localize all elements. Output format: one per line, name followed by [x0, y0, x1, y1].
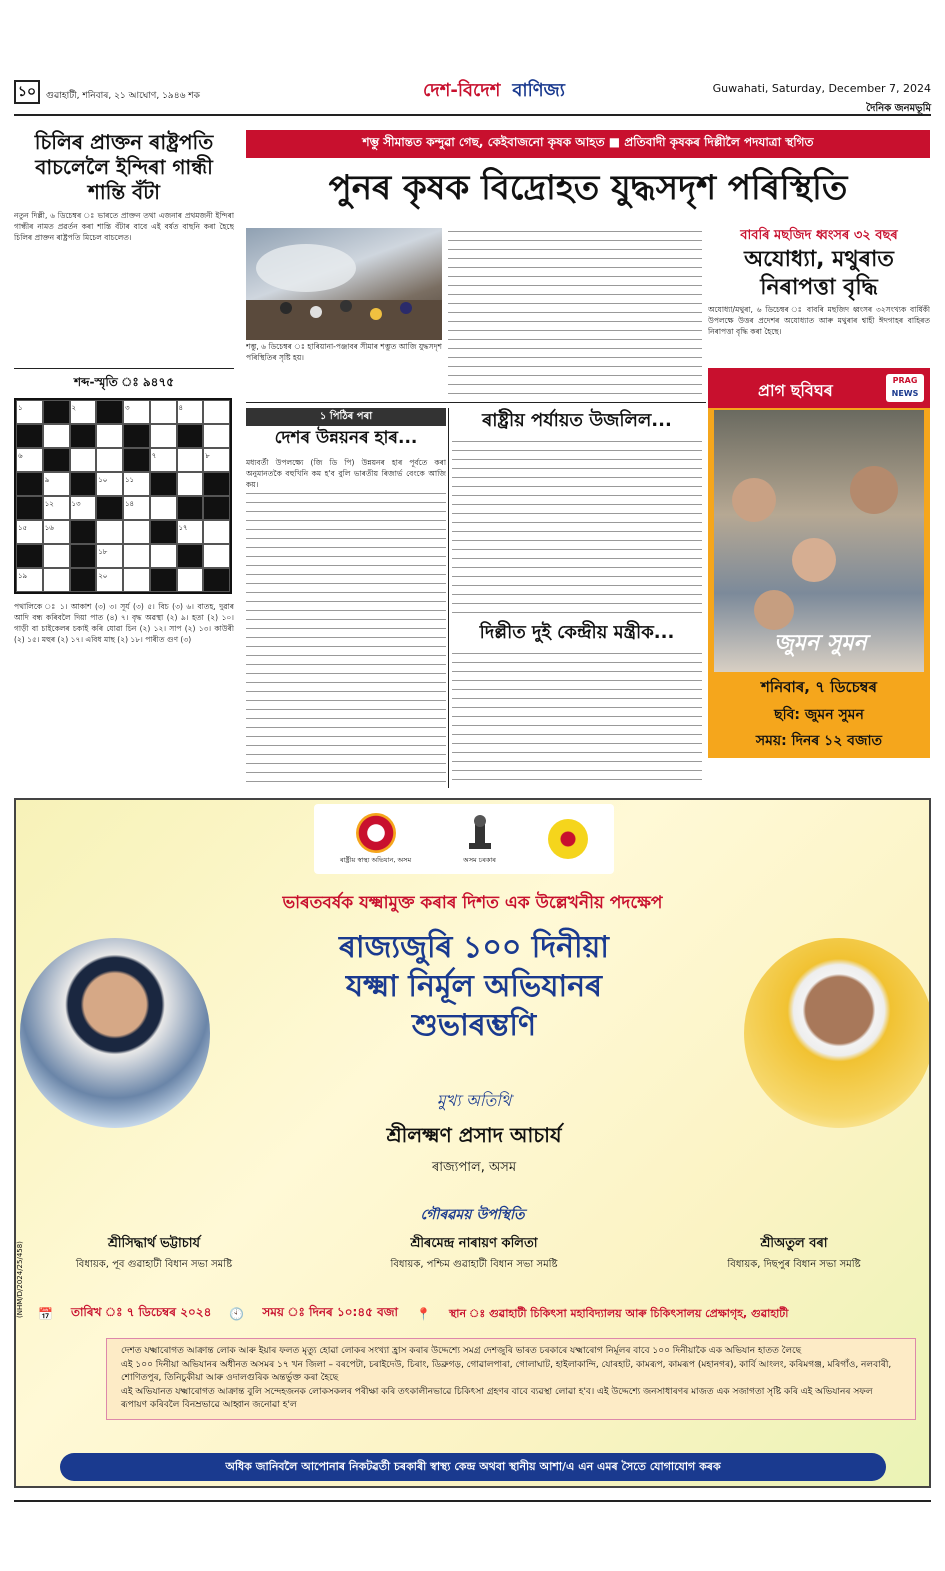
- grid-cell: [177, 568, 204, 592]
- grid-cell: [16, 472, 43, 496]
- prag-news-logo: [886, 374, 924, 402]
- protest-scene-image: [246, 228, 442, 340]
- grid-cell: [177, 496, 204, 520]
- prag-film: ছবি: জুমন সুমন: [774, 707, 864, 723]
- prag-logo-top: PRAG: [892, 376, 918, 385]
- grid-cell: [203, 496, 230, 520]
- prag-time: সময়: দিনৰ ১২ বজাত: [755, 733, 883, 749]
- govt-logo-label: অসম চৰকাৰ: [463, 855, 496, 864]
- body-text-block: [452, 438, 702, 614]
- story3-body: [452, 438, 702, 614]
- prag-logo-bottom: NEWS: [891, 389, 919, 398]
- grid-cell: ৯: [43, 472, 70, 496]
- right-story-body: অযোধ্যা/মথুৰা, ৬ ডিচেম্বৰ ঃ বাবৰি মছজিদ ধ্বংসৰ ৩২সংখ্যক বাৰ্ষিকী উপলক্ষে উত্তৰ প্ৰদেশৰ অযোধ্যাত আৰু মথুৰাৰ শ্বাহী ঈদগাহৰ বাহিৰত নিৰাপত্তা বৃদ্ধি কৰা হৈছে।: [708, 305, 930, 336]
- story2-body: [246, 490, 446, 786]
- right-story-headline: অযোধ্যা, মথুৰাত নিৰাপত্তা বৃদ্ধি: [744, 247, 894, 300]
- chief-guest-role: ৰাজ্যপাল, অসম: [431, 1160, 517, 1175]
- clock-icon: 🕙: [229, 1307, 245, 1321]
- grid-cell: [16, 424, 43, 448]
- top-banner: শম্ভু সীমান্তত কন্দুৱা গেছ, কেইবাজনো কৃষক আহত ■ প্ৰতিবাদী কৃষকৰ দিল্লীলৈ পদযাত্ৰা স্থগিত: [246, 130, 930, 158]
- grid-cell: [70, 472, 97, 496]
- grid-cell: [43, 568, 70, 592]
- grid-cell: [150, 424, 177, 448]
- ad-footer: অধিক জানিবলৈ আপোনাৰ নিকটৱৰ্তী চৰকাৰী স্বাস্থ্য কেন্দ্ৰ অথবা স্থানীয় আশা/এ এন এমৰ সৈতে যোগাযোগ কৰক: [60, 1453, 886, 1481]
- grid-cell: [203, 544, 230, 568]
- story2-lead: মধ্যবৰ্তী উপলক্ষ্যে (জি ডি পি) উন্নয়নৰ হাৰ পূৰ্বতে কৰা অনুমানতকৈ বহুখিনি কম হ'ব বুলি ভাৰতীয় ৰিজাৰ্ভ বেংকে আজি কয়।: [246, 458, 446, 488]
- grid-cell: ২: [70, 400, 97, 424]
- right-story: [708, 228, 930, 361]
- grid-cell: [70, 520, 97, 544]
- grid-cell: ১৭: [177, 520, 204, 544]
- grid-cell: ১৫: [16, 520, 43, 544]
- grid-cell: [150, 400, 177, 424]
- ad-title-line3: শুভাৰম্ভণি: [411, 1008, 537, 1043]
- crossword-title: শব্দ-স্মৃতি ঃ ৯৪৭৫: [73, 375, 175, 389]
- brand-banijya: বাণিজ্য: [512, 79, 565, 101]
- grid-cell: [150, 520, 177, 544]
- grid-cell: [70, 448, 97, 472]
- grid-cell: ১৩: [70, 496, 97, 520]
- grid-cell: [70, 424, 97, 448]
- grid-cell: [123, 568, 150, 592]
- grid-cell: [203, 520, 230, 544]
- grid-cell: [203, 472, 230, 496]
- ad-frame: [14, 798, 931, 1488]
- page-header: [14, 76, 931, 116]
- grid-cell: ৪: [177, 400, 204, 424]
- main-headline: পুনৰ কৃষক বিদ্ৰোহত যুদ্ধসদৃশ পৰিস্থিতি: [328, 168, 848, 208]
- grid-cell: [96, 400, 123, 424]
- story2-kicker: ১ পিঠিৰ পৰা: [246, 408, 446, 426]
- guests-label: গৌৰৱময় উপস্থিতি: [420, 1207, 525, 1223]
- story4-body: [452, 650, 702, 786]
- news-photo: [246, 228, 442, 340]
- main-story-body: [448, 228, 702, 400]
- grid-cell: [96, 424, 123, 448]
- calendar-icon: 📅: [38, 1307, 53, 1321]
- guest-role: বিধায়ক, দিছপুৰ বিধান সভা সমষ্টি: [727, 1259, 861, 1270]
- photo-caption: শম্ভু, ৬ ডিচেম্বৰ ঃ হাৰিয়ানা-পঞ্জাবৰ সীমাৰ শম্ভুত আজি যুদ্ধসদৃশ পৰিস্থিতিৰ সৃষ্টি হয়।: [246, 342, 442, 362]
- guest-role: বিধায়ক, পশ্চিম গুৱাহাটী বিধান সভা সমষ্টি: [390, 1259, 558, 1270]
- page-number: ১০: [14, 80, 40, 104]
- guest-name: শ্ৰীসিদ্ধাৰ্থ ভট্টাচাৰ্য: [107, 1236, 200, 1251]
- grid-cell: ১৪: [123, 496, 150, 520]
- bullet-item: দেশত যক্ষ্মাৰোগত আক্ৰান্ত লোক আৰু ইয়াৰ ফলত মৃত্যু হোৱা লোকৰ সংখ্যা হ্ৰাস কৰাৰ উদ্দেশ্যে সমগ্ৰ দেশজুৰি ভাৰত চৰকাৰে যক্ষ্মাৰোগ নিৰ্মূলৰ বাবে ১০০ দিনীয়াকৈ এক অভিযান হাতত লৈছে: [121, 1346, 802, 1356]
- grid-cell: [150, 496, 177, 520]
- grid-cell: [203, 568, 230, 592]
- grid-cell: [177, 448, 204, 472]
- grid-cell: ৮: [203, 448, 230, 472]
- grid-cell: [43, 424, 70, 448]
- prag-tv-ad: [708, 368, 930, 758]
- grid-cell: [16, 544, 43, 568]
- brand-desh-bidesh: দেশ-বিদেশ: [423, 79, 501, 101]
- grid-cell: ২০: [96, 568, 123, 592]
- grid-cell: ১৬: [43, 520, 70, 544]
- ad-tagline: ভাৰতবৰ্ষক যক্ষ্মামুক্ত কৰাৰ দিশত এক উল্লেখনীয় পদক্ষেপ: [282, 893, 663, 913]
- header-date-english: Guwahati, Saturday, December 7, 2024: [712, 82, 931, 95]
- body-text-block: [448, 228, 702, 400]
- grid-cell: [177, 472, 204, 496]
- story2-headline: দেশৰ উন্নয়নৰ হাৰ...: [274, 428, 418, 448]
- guest-role: বিধায়ক, পূব গুৱাহাটী বিধান সভা সমষ্টি: [75, 1259, 233, 1270]
- left-story-headline: চিলিৰ প্ৰাক্তন ৰাষ্ট্ৰপতি বাচলেলৈ ইন্দিৰা গান্ধী শান্তি বঁটা: [34, 130, 214, 204]
- grid-cell: [177, 424, 204, 448]
- grid-cell: ১: [16, 400, 43, 424]
- crossword-clues: পথালিকে ঃ ১। আকাশ (৩) ৩। সূৰ্য (৩) ৫। বিচ (৩) ৬। বাতহ, দুৱাৰ আদি বন্ধ কৰিবলৈ দিয়া পাত (৪) ৭। বৃদ্ধ অৱস্থা (২) ৯। হতা (২) ১০। গাড়ী বা চাইকেলৰ চকাই কৰি যোৱা চিন (২) ১২। সাপ (২) ১৩। কাউৰী (২) ১৫। মহুৰ (২) ১৭। এবিধ মাছ (২) ১৮। পাৰীত গুণ (৩): [14, 602, 234, 644]
- bullet-item: এই ১০০ দিনীয়া অভিযানৰ অধীনত অসমৰ ১৭ খন জিলা – বৰপেটা, চৰাইদেউ, চিৰাং, ডিব্ৰুগড়, গোৱালপাৰা, গোলাঘাট, হাইলাকান্দি, যোৰহাট, কামৰূপ, কামৰূপ (মহানগৰ), কাৰ্বি আংলং, কৰিমগঞ্জ, মৰিগাঁও, নলবাৰী, শোণিতপুৰ, তিনিচুকীয়া আৰু ওদালগুৰিক অন্তৰ্ভুক্ত কৰা হৈছে: [121, 1359, 892, 1383]
- prag-day: শনিবাৰ, ৭ ডিচেম্বৰ: [761, 678, 877, 696]
- ad-title-line1: ৰাজ্যজুৰি ১০০ দিনীয়া: [338, 930, 610, 965]
- grid-cell: [96, 448, 123, 472]
- grid-cell: [177, 544, 204, 568]
- story4-headline: দিল্লীত দুই কেন্দ্ৰীয় মন্ত্ৰীক...: [479, 622, 675, 643]
- grid-cell: ১১: [123, 472, 150, 496]
- chief-guest-name: শ্ৰীলক্ষ্মণ প্ৰসাদ আচাৰ্য: [386, 1123, 562, 1147]
- page-bottom-rule: [14, 1500, 931, 1502]
- grid-cell: [150, 544, 177, 568]
- prag-title: প্ৰাগ ছবিঘৰ: [758, 381, 833, 400]
- grid-cell: [43, 544, 70, 568]
- ad-code: (NHM/D/2024/25/458): [16, 1241, 24, 1318]
- body-text-block: [246, 490, 446, 786]
- poster-title: জুমন সুমন: [774, 631, 867, 656]
- grid-cell: [203, 400, 230, 424]
- story3-headline: ৰাষ্ট্ৰীয় পৰ্যায়ত উজলিল...: [482, 410, 672, 431]
- prag-schedule: [708, 676, 930, 753]
- ad-title-line2: যক্ষ্মা নিৰ্মূল অভিযানৰ: [345, 969, 603, 1004]
- grid-cell: [123, 448, 150, 472]
- grid-cell: [123, 520, 150, 544]
- header-date-assamese: গুৱাহাটী, শনিবাৰ, ২১ আঘোণ, ১৯৪৬ শক: [46, 91, 200, 101]
- chief-guest-label: মুখ্য অতিথি: [436, 1091, 512, 1110]
- left-story: [14, 130, 234, 329]
- divider: [14, 368, 234, 369]
- grid-cell: [203, 424, 230, 448]
- left-story-body: নতুন দিল্লী, ৬ ডিচেম্বৰ ঃ ভাৰতে প্ৰাক্তন তথা এজনাৰ প্ৰথমজনী ইন্দিৰা গান্ধীৰ নামত প্ৰৱৰ্তন কৰা শান্তি বঁটাৰ বাবে এই বৰ্ষত বাছনি কৰা হৈছে চিলিৰ প্ৰাক্তন ৰাষ্ট্ৰপতি মিচেল বাচলেত।: [14, 211, 234, 242]
- grid-cell: [150, 568, 177, 592]
- header-right: [713, 82, 931, 118]
- guest-name: শ্ৰীৰমেন্দ্ৰ নাৰায়ণ কলিতা: [410, 1236, 538, 1251]
- divider: [246, 402, 706, 403]
- grid-cell: [123, 544, 150, 568]
- nhm-logo-label: ৰাষ্ট্ৰীয় স্বাস্থ্য অভিযান, অসম: [340, 855, 412, 864]
- crossword-grid: [14, 398, 232, 594]
- grid-cell: [70, 544, 97, 568]
- grid-cell: ১০: [96, 472, 123, 496]
- section-brand: [304, 76, 684, 106]
- grid-cell: ১৯: [16, 568, 43, 592]
- location-pin-icon: 📍: [416, 1307, 431, 1321]
- right-story-kicker: বাবৰি মছজিদ ধ্বংসৰ ৩২ বছৰ: [740, 228, 898, 243]
- grid-cell: ১৮: [96, 544, 123, 568]
- grid-cell: ৭: [150, 448, 177, 472]
- grid-cell: [70, 568, 97, 592]
- paper-name: দৈনিক জনমভূমি: [866, 103, 931, 114]
- event-time: সময় ঃ দিনৰ ১০:৪৫ বজা: [262, 1305, 399, 1319]
- event-date: তাৰিখ ঃ ৭ ডিচেম্বৰ ২০২৪: [70, 1305, 212, 1319]
- grid-cell: ৩: [123, 400, 150, 424]
- grid-cell: [96, 520, 123, 544]
- grid-cell: [43, 448, 70, 472]
- guest-name: শ্ৰীঅতুল বৰা: [760, 1236, 828, 1251]
- prag-title-bar: [708, 368, 930, 408]
- grid-cell: [16, 496, 43, 520]
- event-venue: স্থান ঃ গুৱাহাটী চিকিৎসা মহাবিদ্যালয় আৰু চিকিৎসালয় প্ৰেক্ষাগৃহ, গুৱাহাটী: [448, 1306, 789, 1320]
- grid-cell: [123, 424, 150, 448]
- movie-poster: [714, 410, 924, 672]
- bullet-item: এই অভিযানত যক্ষ্মাৰোগত আক্ৰান্ত বুলি সন্দেহজনক লোকসকলৰ পৰীক্ষা কৰি তৎকালীনভাৱে চিকিৎসা গ্ৰহণৰ বাবে ব্যৱস্থা লোৱা হ'ব। এই উদ্দেশ্যে জনসাধাৰণৰ মাজত এক সজাগতা সৃষ্টি কৰি এই অভিযানৰ সফল ৰূপায়ণ কৰিবলৈ বিনম্ৰভাৱে আহ্বান জনোৱা হ'ল: [121, 1386, 873, 1410]
- body-text-block: [452, 650, 702, 786]
- column-rule: [448, 408, 449, 788]
- grid-cell: [96, 496, 123, 520]
- grid-cell: ৬: [16, 448, 43, 472]
- grid-cell: ১২: [43, 496, 70, 520]
- grid-cell: [150, 472, 177, 496]
- grid-cell: [43, 400, 70, 424]
